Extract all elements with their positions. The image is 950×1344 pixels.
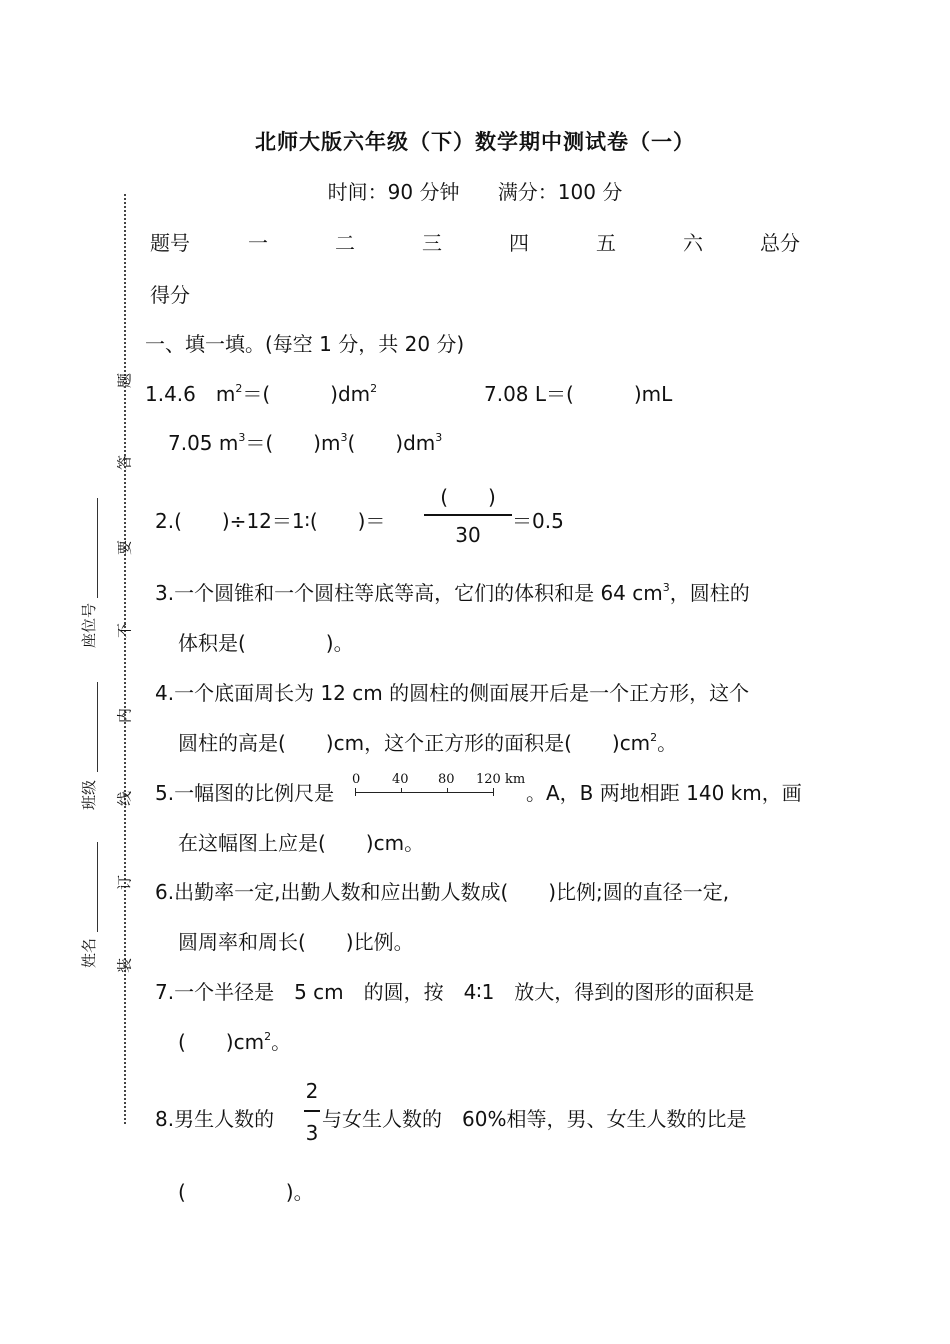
- q4-text: 圆柱的高是( )cm，这个正方形的面积是( )cm: [178, 731, 651, 755]
- question-5-line2: 在这幅图上应是( )cm。: [178, 831, 425, 855]
- scale-tick: [401, 788, 402, 792]
- margin-char: 订: [115, 875, 134, 891]
- sup: 2: [235, 382, 243, 395]
- question-1b: 7.08 L＝( )mL: [484, 382, 673, 406]
- q2-numerator: ( ): [440, 485, 496, 509]
- margin-char: 不: [115, 623, 134, 639]
- question-6: 6.出勤率一定,出勤人数和应出勤人数成( )比例;圆的直径一定,: [155, 880, 730, 904]
- q1c-blank2: ( )dm: [347, 431, 436, 455]
- q8-numerator: 2: [305, 1079, 319, 1103]
- question-5-rest: 。A，B 两地相距 140 km，画: [526, 781, 802, 805]
- scale-label: 80: [438, 772, 455, 787]
- scale-label: 0: [352, 772, 361, 787]
- question-1c: [168, 427, 442, 456]
- q2-denominator: 30: [455, 523, 481, 547]
- question-7-line2: [178, 1026, 291, 1055]
- sup: 3: [340, 431, 348, 444]
- margin-char: 内: [115, 708, 134, 724]
- sup: 3: [662, 581, 670, 594]
- seat-write-line: [97, 498, 98, 598]
- table-header-cell: 六: [683, 231, 703, 255]
- table-header-cell: 四: [509, 231, 529, 255]
- margin-char: 装: [115, 958, 134, 974]
- q7-text: ( )cm: [178, 1030, 265, 1054]
- table-header-cell: 总分: [760, 231, 800, 255]
- sup: 2: [264, 1030, 272, 1043]
- question-8-rest: 与女生人数的 60%相等，男、女生人数的比是: [322, 1107, 747, 1131]
- question-3-line2: 体积是( )。: [178, 631, 354, 655]
- question-8: 8.男生人数的: [155, 1107, 275, 1131]
- table-header-cell: 三: [422, 231, 442, 255]
- q1a-blank: ＝( )dm: [242, 382, 371, 406]
- scale-tick: [447, 788, 448, 792]
- seat-label: 座位号: [80, 602, 98, 648]
- class-label: 班级: [80, 779, 98, 810]
- sup: 2: [370, 382, 378, 395]
- sup: 2: [650, 731, 658, 744]
- page-title: 北师大版六年级（下）数学期中测试卷（一）: [255, 130, 695, 154]
- exam-score: 满分：100 分: [497, 180, 623, 204]
- scale-line: [355, 792, 493, 793]
- exam-time: 时间：90 分钟: [327, 180, 460, 204]
- question-5: 5.一幅图的比例尺是: [155, 781, 335, 805]
- question-4: 4.一个底面周长为 12 cm 的圆柱的侧面展开后是一个正方形，这个: [155, 681, 750, 705]
- q1a-text: 1.4.6 m: [145, 382, 236, 406]
- margin-char: 要: [115, 540, 134, 556]
- scale-bar: [352, 772, 528, 802]
- name-write-line: [97, 842, 98, 932]
- question-8-line2: ( )。: [178, 1180, 314, 1204]
- fraction-bar: [304, 1110, 320, 1112]
- binding-dotted-line: [124, 194, 126, 1124]
- q7-end: 。: [271, 1030, 292, 1054]
- sup: 3: [238, 431, 246, 444]
- table-header-cell: 题号: [150, 231, 190, 255]
- table-header-cell: 五: [596, 231, 616, 255]
- q2-result: ＝0.5: [512, 509, 564, 533]
- question-1a: [145, 378, 377, 407]
- margin-char: 题: [115, 373, 134, 389]
- q4-end: 。: [657, 731, 678, 755]
- q1c-blank: ＝( )m: [245, 431, 341, 455]
- q3-text-end: ，圆柱的: [669, 581, 750, 605]
- q8-denominator: 3: [305, 1121, 319, 1145]
- class-write-line: [97, 682, 98, 772]
- question-3: [155, 577, 750, 606]
- question-6-line2: 圆周率和周长( )比例。: [178, 930, 414, 954]
- sup: 3: [435, 431, 443, 444]
- q3-text: 3.一个圆锥和一个圆柱等底等高，它们的体积和是 64 cm: [155, 581, 663, 605]
- scale-tick: [355, 788, 356, 796]
- margin-char: 答: [115, 455, 134, 471]
- table-header-cell: 二: [335, 231, 355, 255]
- q1c-text: 7.05 m: [168, 431, 239, 455]
- question-2: 2.( )÷12＝1∶( )＝: [155, 509, 386, 533]
- question-7: 7.一个半径是 5 cm 的圆，按 4∶1 放大，得到的图形的面积是: [155, 980, 755, 1004]
- scale-label: 40: [392, 772, 409, 787]
- exam-info: [0, 176, 950, 205]
- question-4-line2: [178, 727, 677, 756]
- name-label: 姓名: [80, 937, 98, 968]
- margin-char: 线: [115, 791, 134, 807]
- scale-tick: [493, 788, 494, 796]
- scale-label: 120 km: [476, 772, 526, 787]
- table-header-cell: 一: [248, 231, 268, 255]
- table-row-label: 得分: [150, 283, 190, 307]
- fraction-bar: [424, 514, 512, 516]
- section-heading: 一、填一填。(每空 1 分，共 20 分): [145, 332, 465, 356]
